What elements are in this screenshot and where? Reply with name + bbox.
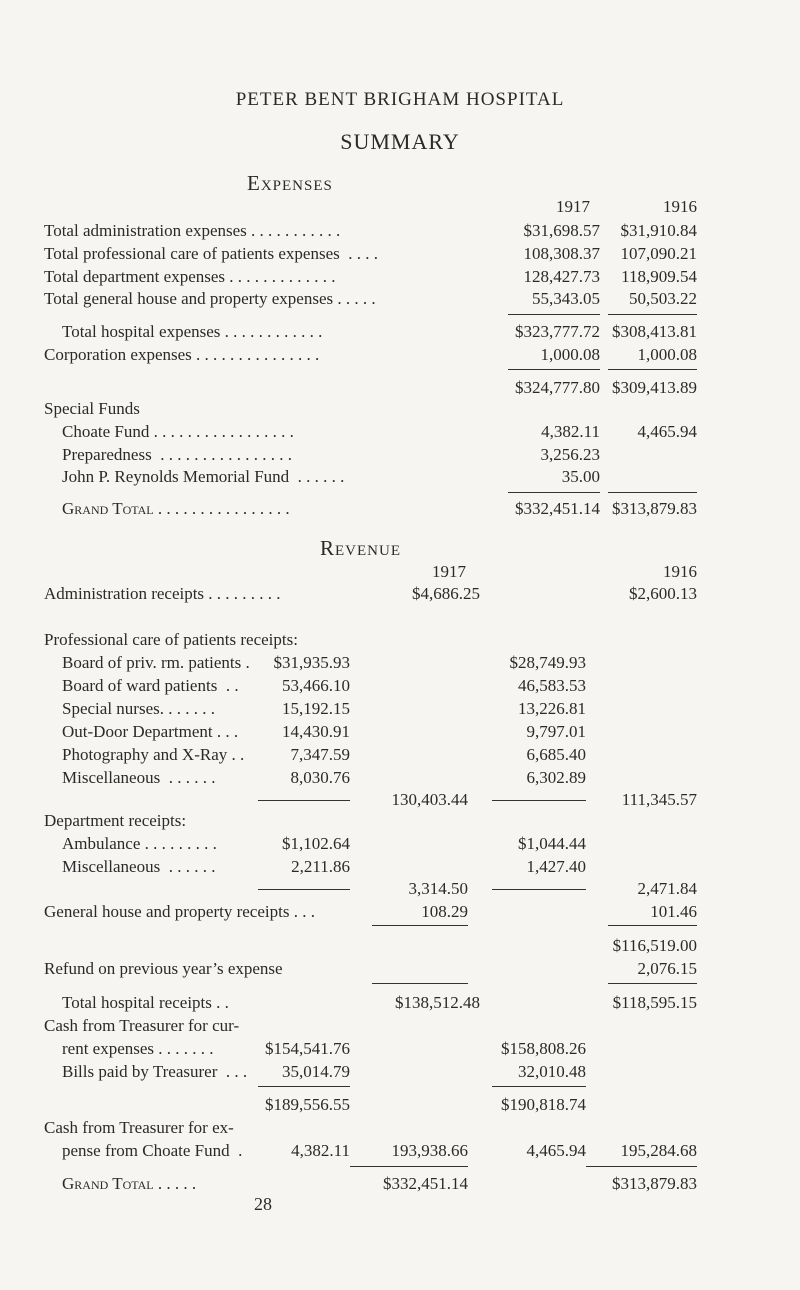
expense-row-label: Total professional care of patients expenses . . . . [44,244,378,263]
choate-cash-label-line2: pense from Choate Fund . [62,1141,243,1160]
rule [372,983,468,984]
professional-receipts-heading: Professional care of patients receipts: [44,630,298,649]
revenue-heading: Revenue [320,536,401,560]
cash-treasurer-1916: $158,808.26 [501,1039,586,1058]
cash-subtotal-1916: $190,818.74 [501,1095,586,1114]
revenue-subtotal-1916: $116,519.00 [612,936,697,955]
expense-row-1917: 128,427.73 [523,267,600,286]
special-fund-label: Preparedness . . . . . . . . . . . . . . . . [62,445,292,464]
professional-row-1916: 9,797.01 [526,722,586,741]
revenue-year-1917: 1917 [432,562,466,581]
professional-total-1917: 130,403.44 [391,790,468,809]
grand-total-dots: . . . . . [157,1174,197,1193]
professional-row-1917: 7,347.59 [290,745,350,764]
cash-subtotal-1917: $189,556.55 [265,1095,350,1114]
special-fund-label: John P. Reynolds Memorial Fund . . . . . . [62,467,345,486]
revenue-grand-total-1916: $313,879.83 [612,1174,697,1193]
special-fund-1917: 4,382.11 [541,422,600,441]
expense-row-1917: 55,343.05 [532,289,600,308]
corporation-expenses-1916: 1,000.08 [637,345,697,364]
choate-cash-label-line1: Cash from Treasurer for ex- [44,1118,234,1137]
revenue-year-1916: 1916 [663,562,697,581]
rule [492,889,586,890]
expenses-subtotal-1917: $324,777.80 [515,378,600,397]
expenses-grand-total-1916: $313,879.83 [612,499,697,518]
revenue-grand-total-1917: $332,451.14 [383,1174,468,1193]
expenses-year-1916: 1916 [663,197,697,216]
professional-row-1916: 6,302.89 [526,768,586,787]
total-receipts-1917: $138,512.48 [395,993,480,1012]
expenses-heading: Expenses [247,171,333,195]
professional-row-label: Out-Door Department . . . [62,722,239,741]
total-hospital-expenses-label: Total hospital expenses . . . . . . . . . . . . [62,322,323,341]
professional-row-1917: 14,430.91 [282,722,350,741]
rule [508,369,600,370]
expenses-subtotal-1916: $309,413.89 [612,378,697,397]
page-title: SUMMARY [340,129,460,154]
professional-row-label: Photography and X-Ray . . [62,745,245,764]
rule [608,492,697,493]
professional-row-label: Board of priv. rm. patients . [62,653,250,672]
bills-paid-1916: 32,010.48 [518,1062,586,1081]
expense-row-1917: 108,308.37 [523,244,600,263]
corporation-expenses-label: Corporation expenses . . . . . . . . . . . . . . . [44,345,320,364]
rule [372,925,468,926]
choate-cash-total-1916: 195,284.68 [620,1141,697,1160]
expenses-grand-total-1917: $332,451.14 [515,499,600,518]
expense-row-label: Total department expenses . . . . . . . . . . . . . [44,267,336,286]
professional-row-label: Miscellaneous . . . . . . [62,768,216,787]
corporation-expenses-1917: 1,000.08 [540,345,600,364]
choate-cash-total-1917: 193,938.66 [391,1141,468,1160]
professional-row-label: Special nurses. . . . . . . [62,699,215,718]
grand-total-dots: . . . . . . . . . . . . . . . . [157,499,290,518]
rule [258,1086,350,1087]
expense-row-1916: 118,909.54 [621,267,697,286]
department-row-1917: 2,211.86 [291,857,350,876]
professional-row-label: Board of ward patients . . [62,676,239,695]
professional-row-1917: 53,466.10 [282,676,350,695]
expenses-year-1917: 1917 [556,197,590,216]
special-fund-1916: 4,465.94 [637,422,697,441]
refund-1916: 2,076.15 [637,959,697,978]
rule [258,889,350,890]
rule [586,1166,697,1167]
professional-row-1917: 8,030.76 [290,768,350,787]
refund-label: Refund on previous year’s expense [44,959,283,978]
department-row-1917: $1,102.64 [282,834,350,853]
administration-receipts-1917: $4,686.25 [412,584,480,603]
professional-row-1917: $31,935.93 [273,653,350,672]
department-total-1917: 3,314.50 [408,879,468,898]
cash-treasurer-label-line2: rent expenses . . . . . . . [62,1039,214,1058]
revenue-grand-total-label [62,1174,196,1194]
professional-row-1916: 46,583.53 [518,676,586,695]
grand-total-text: Grand Total [62,1174,154,1193]
total-receipts-label: Total hospital receipts . . [62,993,229,1012]
professional-row-1916: $28,749.93 [509,653,586,672]
professional-total-1916: 111,345.57 [621,790,697,809]
rule [492,800,586,801]
grand-total-text: Grand Total [62,499,154,518]
total-hospital-expenses-1916: $308,413.81 [612,322,697,341]
department-row-label: Miscellaneous . . . . . . [62,857,216,876]
professional-row-1916: 6,685.40 [526,745,586,764]
cash-treasurer-label-line1: Cash from Treasurer for cur- [44,1016,240,1035]
total-hospital-expenses-1917: $323,777.72 [515,322,600,341]
rule [508,314,600,315]
bills-paid-1917: 35,014.79 [282,1062,350,1081]
rule [608,314,697,315]
professional-row-1916: 13,226.81 [518,699,586,718]
page-header: PETER BENT BRIGHAM HOSPITAL [235,89,565,110]
special-funds-heading: Special Funds [44,399,140,418]
rule [492,1086,586,1087]
department-row-1916: $1,044.44 [518,834,586,853]
rule [258,800,350,801]
professional-row-1917: 15,192.15 [282,699,350,718]
expense-row-1916: 50,503.22 [629,289,697,308]
administration-receipts-1916: $2,600.13 [629,584,697,603]
rule [608,925,697,926]
special-fund-1917: 3,256.23 [540,445,600,464]
expense-row-label: Total administration expenses . . . . . . . . . . . [44,221,341,240]
expense-row-1916: $31,910.84 [620,221,697,240]
choate-cash-1917: 4,382.11 [291,1141,350,1160]
page-number: 28 [254,1194,272,1214]
cash-treasurer-1917: $154,541.76 [265,1039,350,1058]
bills-paid-label: Bills paid by Treasurer . . . [62,1062,248,1081]
choate-cash-1916: 4,465.94 [526,1141,586,1160]
special-fund-label: Choate Fund . . . . . . . . . . . . . . . . . [62,422,294,441]
rule [350,1166,468,1167]
expense-row-1917: $31,698.57 [523,221,600,240]
rule [608,369,697,370]
department-total-1916: 2,471.84 [637,879,697,898]
rule [608,983,697,984]
expense-row-1916: 107,090.21 [620,244,697,263]
general-house-receipts-1917: 108.29 [421,902,468,921]
department-receipts-heading: Department receipts: [44,811,187,830]
expenses-grand-total-label [62,499,290,519]
expense-row-label: Total general house and property expenses . . . . . [44,289,376,308]
department-row-label: Ambulance . . . . . . . . . [62,834,217,853]
special-fund-1917: 35.00 [561,467,600,486]
general-house-receipts-label: General house and property receipts . . . [44,902,315,921]
department-row-1916: 1,427.40 [526,857,586,876]
administration-receipts-label: Administration receipts . . . . . . . . . [44,584,281,603]
general-house-receipts-1916: 101.46 [650,902,697,921]
rule [508,492,600,493]
total-receipts-1916: $118,595.15 [612,993,697,1012]
